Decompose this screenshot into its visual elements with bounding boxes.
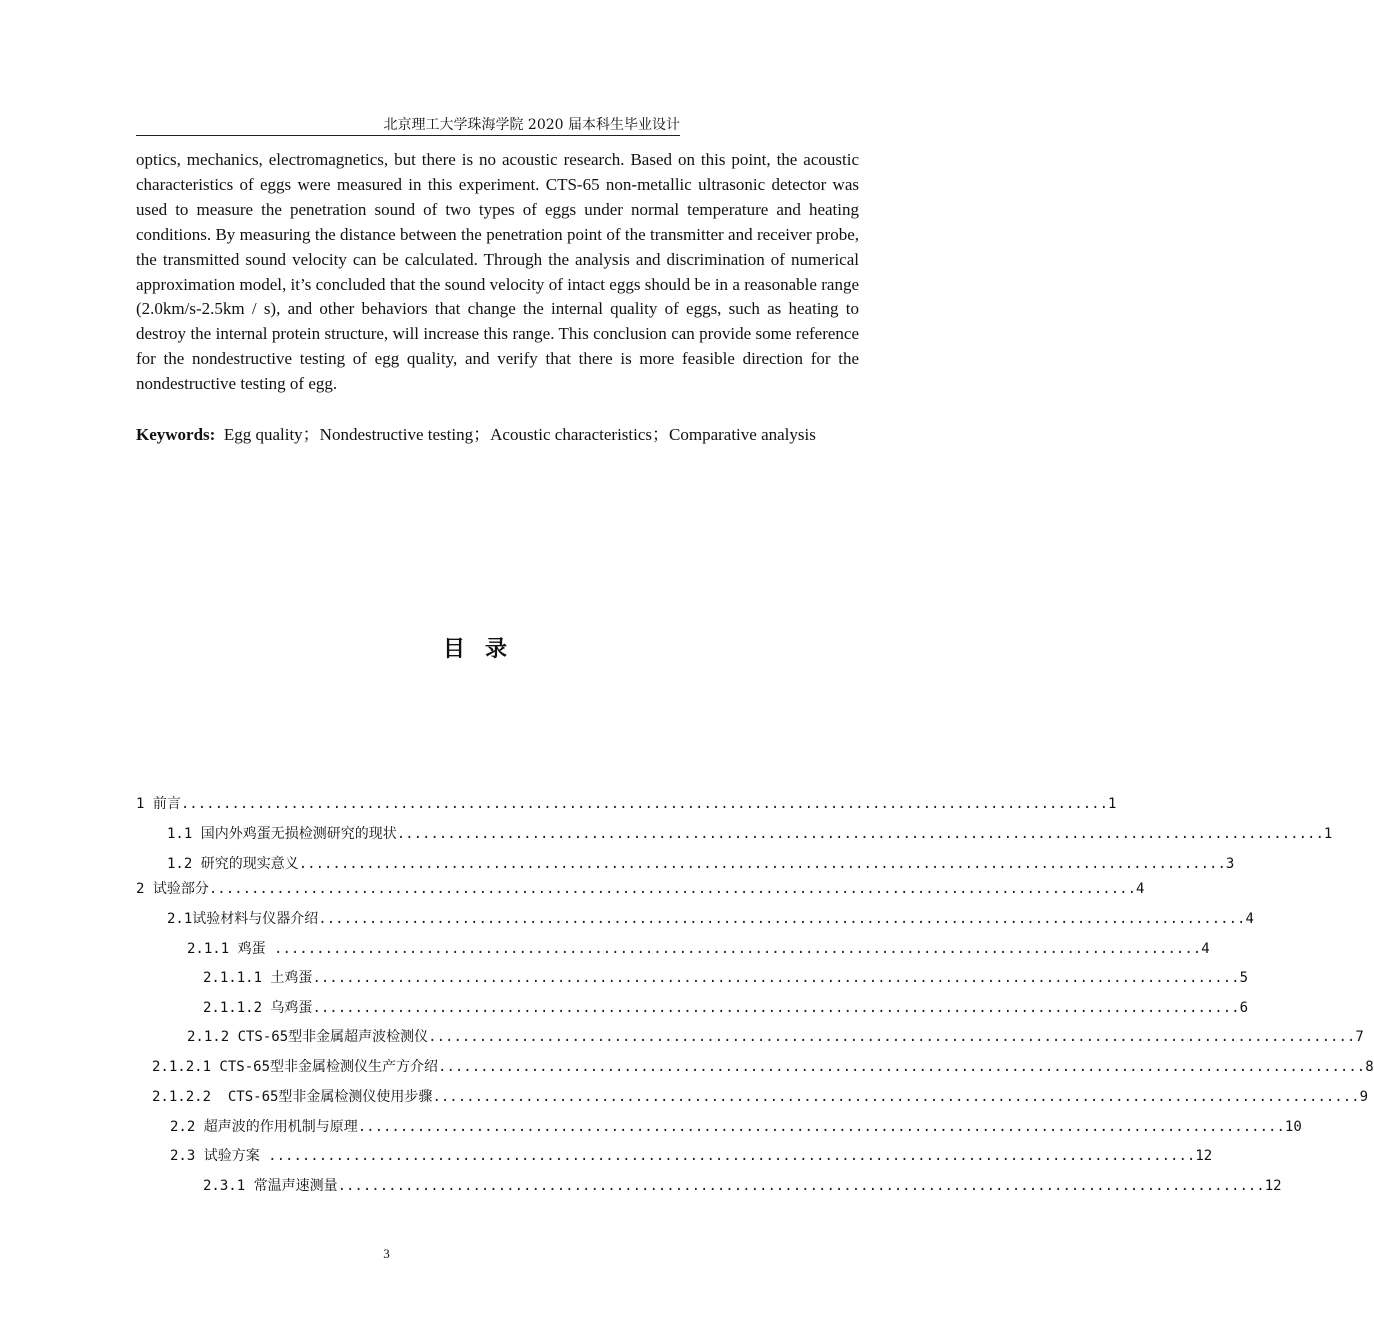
toc-entry-label: 2.3 试验方案: [170, 1148, 269, 1164]
toc-entry-label: 1.2 研究的现实意义: [167, 856, 299, 872]
toc-entry[interactable]: [203, 999, 1249, 1017]
toc-entry[interactable]: [187, 940, 1210, 958]
toc-leader-dots: ..............................................................................................................: [180, 796, 1109, 812]
toc-entry-page: 4: [1136, 881, 1145, 897]
toc-leader-dots: ..............................................................................................................: [274, 941, 1202, 957]
toc-entry[interactable]: [170, 1147, 1213, 1165]
header-text: 北京理工大学珠海学院 2020 届本科生毕业设计: [383, 117, 680, 133]
toc-leader-dots: ..............................................................................................................: [298, 856, 1226, 872]
toc-entry-page: 7: [1355, 1029, 1364, 1045]
toc-entry[interactable]: [203, 969, 1249, 987]
toc-entry-page: 6: [1239, 1000, 1249, 1016]
toc-entry-label: 2.1.2.2 CTS-65型非金属检测仪使用步骤: [152, 1089, 433, 1105]
toc-entry-label: 2.1.2.1 CTS-65型非金属检测仪生产方介绍: [152, 1059, 439, 1075]
toc-leader-dots: ..............................................................................................................: [318, 911, 1246, 927]
toc-entry[interactable]: [167, 910, 1254, 928]
toc-leader-dots: ..............................................................................................................: [428, 1029, 1356, 1045]
toc-leader-dots: ..............................................................................................................: [438, 1059, 1366, 1075]
toc-entry-label: 2.1.1.1 土鸡蛋: [203, 970, 313, 986]
toc-entry-page: 5: [1239, 970, 1249, 986]
toc-title: 目录: [442, 637, 527, 662]
toc-entry-label: 2.1试验材料与仪器介绍: [167, 911, 319, 927]
toc-entry[interactable]: [152, 1088, 1369, 1106]
toc-entry-label: 1.1 国内外鸡蛋无损检测研究的现状: [167, 826, 397, 842]
toc-entry[interactable]: [187, 1028, 1364, 1046]
toc-entry-label: 2.3.1 常温声速测量: [203, 1178, 338, 1194]
toc-entry[interactable]: [136, 795, 1117, 813]
toc-entry-label: 2.1.1.2 乌鸡蛋: [203, 1000, 313, 1016]
keywords-label: Keywords:: [136, 425, 216, 444]
toc-entry[interactable]: [203, 1177, 1282, 1195]
toc-entry-page: 8: [1365, 1059, 1374, 1075]
toc-entry-page: 4: [1201, 941, 1210, 957]
toc-entry[interactable]: [152, 1058, 1374, 1076]
toc-entry[interactable]: [167, 825, 1333, 843]
page-number: 3: [383, 1246, 390, 1261]
toc-entry-page: 12: [1264, 1178, 1282, 1194]
toc-entry-page: 4: [1245, 911, 1254, 927]
toc-leader-dots: ..............................................................................................................: [396, 826, 1324, 842]
toc-entry-page: 10: [1284, 1119, 1302, 1135]
toc-entry-label: 2.1.2 CTS-65型非金属超声波检测仪: [187, 1029, 429, 1045]
toc-entry-label: 2 试验部分: [136, 881, 209, 897]
toc-entry-label: 2.1.1 鸡蛋: [187, 941, 275, 957]
toc-leader-dots: ..............................................................................................................: [312, 1000, 1240, 1016]
toc-entry[interactable]: [170, 1118, 1302, 1136]
toc-entry-label: 1 前言: [136, 796, 181, 812]
toc-leader-dots: ..............................................................................................................: [337, 1178, 1265, 1194]
toc-entry[interactable]: [167, 855, 1235, 873]
keywords-text: Egg quality；Nondestructive testing；Acoustic characteristics；Comparative analysis: [215, 425, 816, 444]
toc-leader-dots: ..............................................................................................................: [268, 1148, 1196, 1164]
toc-entry[interactable]: [136, 880, 1145, 898]
toc-entry-page: 1: [1108, 796, 1117, 812]
toc-entry-page: 9: [1359, 1089, 1369, 1105]
toc-entry-page: 3: [1225, 856, 1235, 872]
toc-entry-page: 12: [1195, 1148, 1213, 1164]
toc-leader-dots: ..............................................................................................................: [357, 1119, 1285, 1135]
toc-entry-page: 1: [1323, 826, 1333, 842]
toc-leader-dots: ..............................................................................................................: [208, 881, 1137, 897]
toc-leader-dots: ..............................................................................................................: [432, 1089, 1360, 1105]
toc-entry-label: 2.2 超声波的作用机制与原理: [170, 1119, 358, 1135]
abstract-paragraph: optics, mechanics, electromagnetics, but there is no acoustic research. Based on this point, the acoustic characteristics of eggs were measured in this experiment. CTS-65 non-metallic ultrasonic detector was used to measure the penetration sound of two types of eggs under normal temperature and heating conditions. By measuring the distance between the penetration point of the transmitter and receiver probe, the transmitted sound velocity can be calculated. Through the analysis and discrimination of numerical approximation model, it’s concluded that the sound velocity of intact eggs should be in a reasonable range (2.0km/s-2.5km / s), and other behaviors that change the internal quality of eggs, such as heating to destroy the internal protein structure, will increase this range. This conclusion can provide some reference for the nondestructive testing of egg quality, and verify that there is more feasible direction for the nondestructive testing of egg.: [136, 150, 859, 394]
toc-leader-dots: ..............................................................................................................: [312, 970, 1240, 986]
